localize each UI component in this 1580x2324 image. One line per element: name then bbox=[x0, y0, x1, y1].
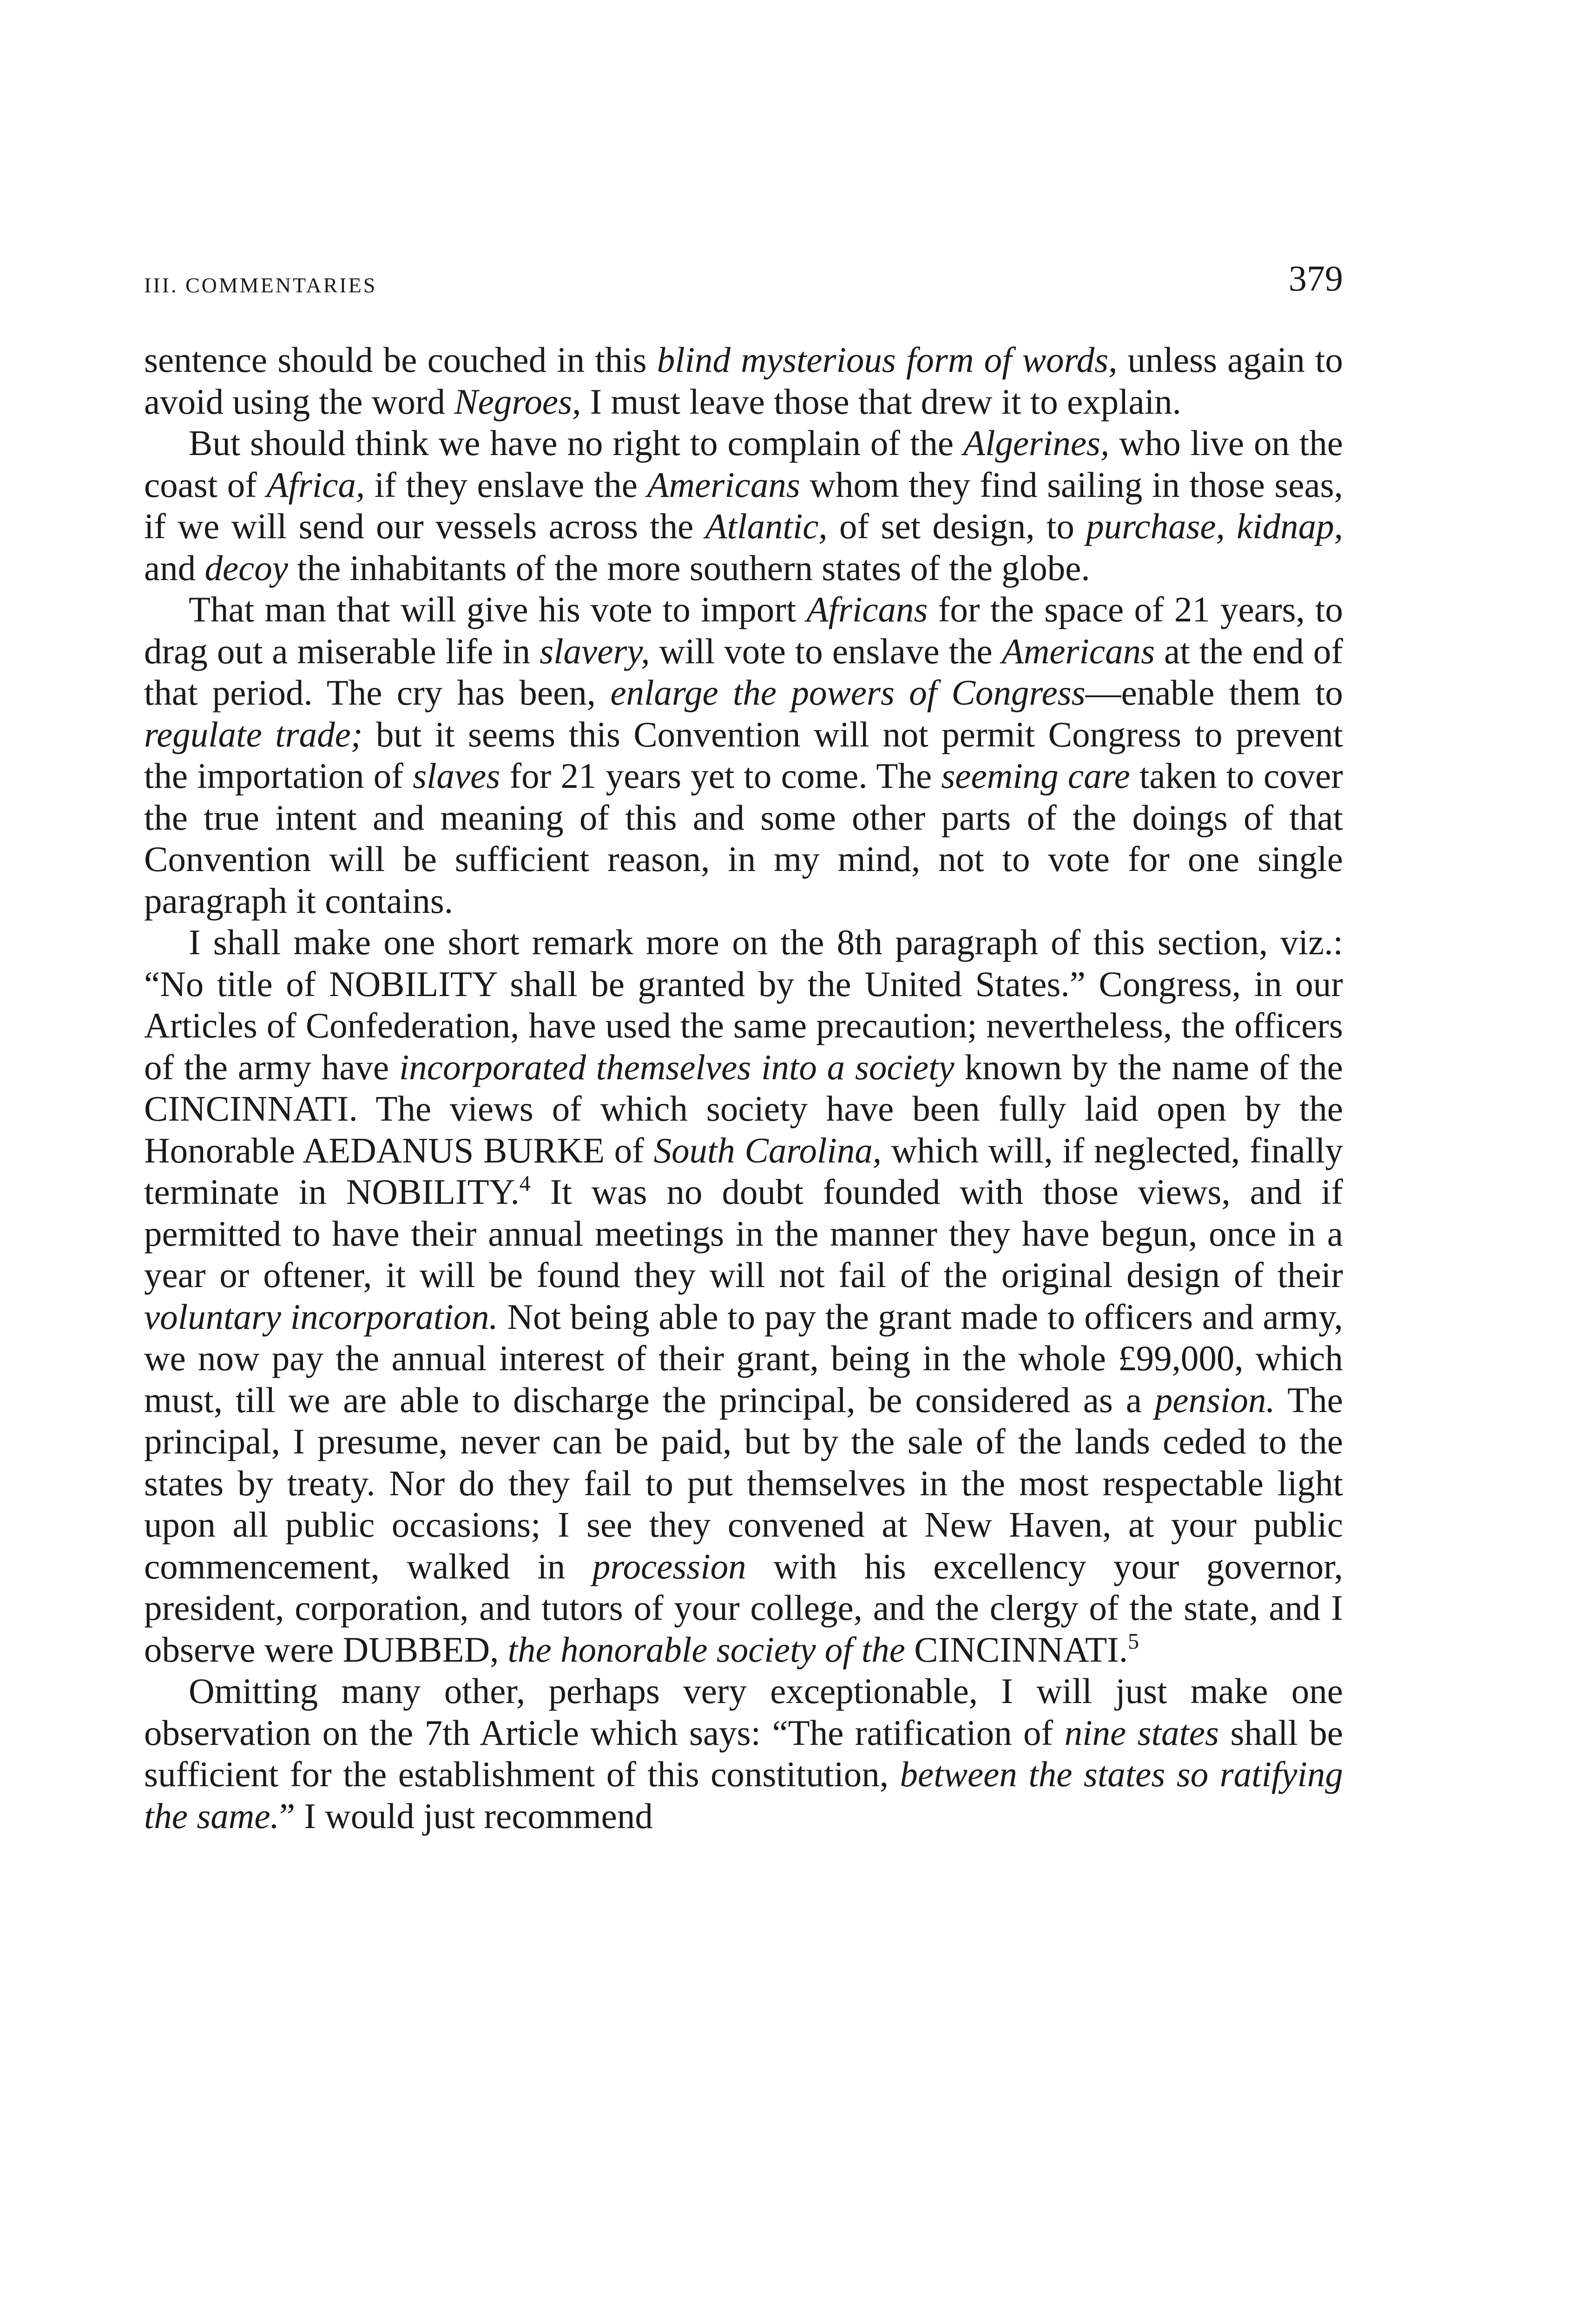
text-run: with his excellency your governor, president, corporation, and tutors of your college, and the clergy of the state, and I observe were DUBBED, bbox=[144, 1546, 1343, 1670]
text-run: —enable them to bbox=[1085, 673, 1343, 713]
italic-text: seeming care bbox=[941, 756, 1130, 796]
text-run: at the end of that period. The cry has been, bbox=[144, 631, 1343, 713]
text-run: but it seems this Convention will not permit Congress to prevent the importation of bbox=[144, 714, 1343, 796]
text-run: unless again to avoid using the word bbox=[144, 340, 1343, 422]
italic-text: Atlantic, bbox=[705, 506, 828, 546]
text-run: known by the name of the CINCINNATI. The views of which society have been fully laid open by the Honorable AEDANUS BURKE of bbox=[144, 1047, 1343, 1170]
paragraph bbox=[144, 339, 1343, 423]
italic-text: Americans bbox=[647, 464, 800, 505]
paragraph bbox=[144, 589, 1343, 922]
text-run: taken to cover the true intent and meaning of this and some other parts of the doings of that Convention will be sufficient reason, in my mind, not to vote for one single paragraph it contains. bbox=[144, 756, 1343, 921]
text-run: But should think we have no right to complain of the bbox=[189, 423, 963, 463]
italic-text: pension. bbox=[1154, 1380, 1275, 1420]
italic-text: slaves bbox=[413, 756, 500, 796]
text-run: I shall make one short remark more on the 8th paragraph of this section, viz.: “No title of NOBILITY shall be granted by the United States.” Congress, in our Articles of Confederation, have used the same precaution; nevertheless, the officers of the army have bbox=[144, 922, 1343, 1087]
text-run: ” I would just recommend bbox=[279, 1796, 653, 1836]
footnote-ref: 5 bbox=[1128, 1629, 1139, 1654]
text-run: will vote to enslave the bbox=[650, 631, 1002, 671]
text-run: who live on the coast of bbox=[144, 423, 1343, 505]
italic-text: South Carolina, bbox=[653, 1130, 882, 1170]
italic-text: blind mysterious form of words, bbox=[657, 340, 1118, 380]
text-run: shall be sufficient for the establishment of this constitution, bbox=[144, 1712, 1343, 1794]
paragraph bbox=[144, 1670, 1343, 1837]
text-run: The principal, I presume, never can be paid, but by the sale of the lands ceded to the states by treaty. Nor do they fail to put themselves in the most respectable light upon all public occasions; I see they convened at New Haven, at your public commencement, walked in bbox=[144, 1380, 1343, 1586]
text-run: and bbox=[144, 548, 205, 588]
paragraph bbox=[144, 423, 1343, 589]
text-run: Omitting many other, perhaps very exceptionable, I will just make one observation on the 7th Article which says: “The ratification of bbox=[144, 1671, 1343, 1753]
text-run: sentence should be couched in this bbox=[144, 340, 657, 380]
running-head bbox=[144, 260, 1343, 297]
paragraph bbox=[144, 922, 1343, 1670]
text-run: if they enslave the bbox=[365, 464, 647, 505]
italic-text: purchase, kidnap, bbox=[1086, 506, 1343, 546]
text-run: which will, if neglected, finally terminate in NOBILITY. bbox=[144, 1130, 1343, 1212]
footnote-ref: 4 bbox=[519, 1171, 531, 1196]
text-run: I must leave those that drew it to explain. bbox=[581, 381, 1181, 422]
italic-text: Algerines, bbox=[963, 423, 1110, 463]
text-run: whom they find sailing in those seas, if we will send our vessels across the bbox=[144, 464, 1343, 546]
running-title: III. COMMENTARIES bbox=[144, 273, 377, 297]
italic-text: between the states so ratifying the same. bbox=[144, 1754, 1343, 1836]
body-text bbox=[144, 339, 1343, 1837]
text-run: for 21 years yet to come. The bbox=[500, 756, 941, 796]
text-run: Not being able to pay the grant made to officers and army, we now pay the annual interest of their grant, being in the whole £99,000, which must, till we are able to discharge the principal, be considered as a bbox=[144, 1296, 1343, 1420]
italic-text: decoy bbox=[204, 548, 288, 588]
italic-text: Africa, bbox=[266, 464, 365, 505]
italic-text: Negroes, bbox=[454, 381, 581, 422]
text-run: for the space of 21 years, to drag out a miserable life in bbox=[144, 589, 1343, 671]
text-run: CINCINNATI. bbox=[905, 1629, 1128, 1670]
italic-text: procession bbox=[592, 1546, 746, 1586]
italic-text: Africans bbox=[806, 589, 928, 629]
italic-text: voluntary incorporation. bbox=[144, 1296, 498, 1337]
italic-text: enlarge the powers of Congress bbox=[610, 673, 1086, 713]
italic-text: nine states bbox=[1064, 1712, 1219, 1753]
italic-text: Americans bbox=[1001, 631, 1155, 671]
italic-text: incorporated themselves into a society bbox=[399, 1047, 955, 1087]
text-run: the inhabitants of the more southern states of the globe. bbox=[288, 548, 1090, 588]
text-run: of set design, to bbox=[827, 506, 1086, 546]
italic-text: the honorable society of the bbox=[507, 1629, 905, 1670]
italic-text: regulate trade; bbox=[144, 714, 363, 754]
text-run: It was no doubt founded with those views, and if permitted to have their annual meetings in the manner they have begun, once in a year or oftener, it will be found they will not fail of the original design of their bbox=[144, 1172, 1343, 1295]
italic-text: slavery, bbox=[540, 631, 650, 671]
text-run: That man that will give his vote to import bbox=[189, 589, 807, 629]
page-number: 379 bbox=[1289, 258, 1343, 298]
